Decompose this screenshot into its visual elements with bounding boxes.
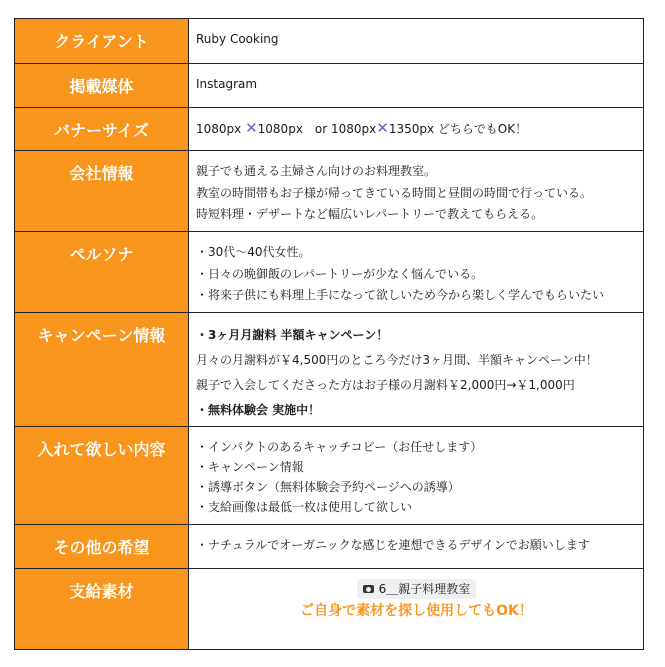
- label-materials: 支給素材: [15, 569, 189, 650]
- value-other: ・ナチュラルでオーガニックな感じを連想できるデザインでお願いします: [189, 525, 644, 569]
- value-banner: [189, 108, 644, 151]
- value-contents: [189, 427, 644, 525]
- label-contents: 入れて欲しい内容: [15, 427, 189, 525]
- banner-part-b: 1080px or 1080px: [257, 122, 377, 136]
- label-persona: ペルソナ: [15, 232, 189, 313]
- contents-line: ・支給画像は最低一枚は使用して欲しい: [196, 500, 413, 514]
- row-banner: [15, 108, 644, 151]
- persona-line: ・30代〜40代女性。: [196, 245, 311, 259]
- cross-mark-icon: ✕: [376, 119, 389, 137]
- campaign-line: 月々の月謝料が￥4,500円のところ今だけ3ヶ月間、半額キャンペーン中！: [196, 353, 598, 367]
- brief-table: [14, 18, 644, 650]
- row-materials: [15, 569, 644, 650]
- company-line: 時短料理・デザートなど幅広いレパートリーで教えてもらえる。: [196, 207, 544, 221]
- banner-part-c: 1350px どちらでもOK！: [388, 122, 528, 136]
- value-company: [189, 151, 644, 232]
- value-media: Instagram: [189, 64, 644, 108]
- value-campaign: [189, 313, 644, 427]
- label-banner: バナーサイズ: [15, 108, 189, 151]
- row-persona: [15, 232, 644, 313]
- attachment-chip[interactable]: [357, 579, 477, 599]
- cross-mark-icon: ✕: [245, 119, 258, 137]
- banner-part-a: 1080px: [196, 122, 246, 136]
- contents-line: ・誘導ボタン（無料体験会予約ページへの誘導）: [196, 480, 460, 494]
- campaign-headline: ・3ヶ月月謝料 半額キャンペーン！: [196, 328, 389, 342]
- contents-line: ・インパクトのあるキャッチコピー（お任せします）: [196, 440, 483, 454]
- value-client: Ruby Cooking: [189, 19, 644, 64]
- row-media: [15, 64, 644, 108]
- contents-line: ・キャンペーン情報: [196, 460, 304, 474]
- value-materials: [189, 569, 644, 650]
- persona-line: ・日々の晩御飯のレパートリーが少なく悩んでいる。: [196, 266, 484, 281]
- attachment-name: 6＿親子料理教室: [378, 582, 471, 596]
- persona-line: ・将来子供にも料理上手になって欲しいため今から楽しく学んでもらいたい: [196, 288, 605, 302]
- row-contents: [15, 427, 644, 525]
- row-other: [15, 525, 644, 569]
- value-persona: [189, 232, 644, 313]
- row-campaign: [15, 313, 644, 427]
- materials-note: ご自身で素材を探し使用してもOK！: [300, 602, 533, 619]
- label-campaign: キャンペーン情報: [15, 313, 189, 427]
- label-media: 掲載媒体: [15, 64, 189, 108]
- label-other: その他の希望: [15, 525, 189, 569]
- label-company: 会社情報: [15, 151, 189, 232]
- company-line: 教室の時間帯もお子様が帰ってきている時間と昼間の時間で行っている。: [196, 185, 593, 200]
- campaign-trial: ・無料体験会 実施中！: [196, 403, 321, 417]
- label-client: クライアント: [15, 19, 189, 64]
- campaign-line: 親子で入会してくださった方はお子様の月謝料￥2,000円→￥1,000円: [196, 378, 575, 392]
- row-client: [15, 19, 644, 64]
- row-company: [15, 151, 644, 232]
- company-line: 親子でも通える主婦さん向けのお料理教室。: [196, 164, 437, 178]
- camera-icon: [363, 585, 374, 593]
